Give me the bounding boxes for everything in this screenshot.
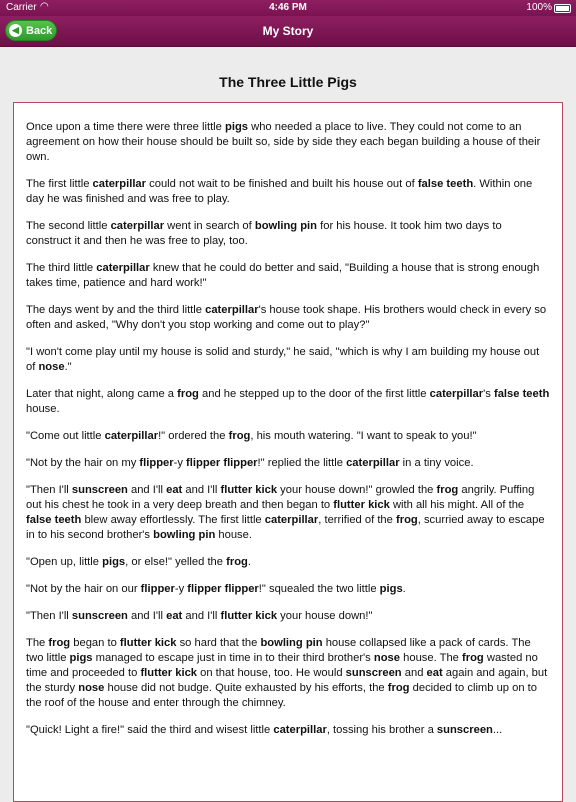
highlighted-word: flipper flipper <box>186 457 258 469</box>
highlighted-word: caterpillar <box>205 304 259 316</box>
story-paragraph <box>26 177 550 207</box>
story-text: -y <box>174 583 188 595</box>
story-text: decided to climb up on to the roof of the house and enter through the chimney. <box>26 682 538 709</box>
story-text: so hard that the <box>176 637 261 649</box>
story-text: . <box>402 583 406 595</box>
story-text: -y <box>173 457 187 469</box>
story-paragraph <box>26 219 550 249</box>
highlighted-word: caterpillar <box>104 430 159 442</box>
highlighted-word: caterpillar <box>92 178 147 190</box>
story-text: knew that he could do better and said, "Building a house that is strong enough takes time, patience and hard work!" <box>26 262 540 289</box>
highlighted-word: false teeth <box>493 388 550 400</box>
story-text: , tossing his brother a <box>326 724 437 736</box>
highlighted-word: sunscreen <box>345 667 402 679</box>
story-title: The Three Little Pigs <box>219 74 357 90</box>
story-paragraph <box>26 723 550 738</box>
highlighted-word: eat <box>166 484 183 496</box>
story-paragraph <box>26 120 550 165</box>
story-paragraph <box>26 456 550 471</box>
story-text: 's <box>483 388 494 400</box>
story-text: "Open up, little <box>26 556 103 568</box>
story-text: went in search of <box>164 220 255 232</box>
highlighted-word: frog <box>436 484 459 496</box>
story-text: The third little <box>26 262 97 274</box>
story-text: and I'll <box>182 610 221 622</box>
story-paragraph <box>26 609 550 624</box>
story-text: "Not by the hair on our <box>26 583 141 595</box>
story-paragraph <box>26 303 550 333</box>
story-text: "Quick! Light a fire!" said the third and wisest little <box>26 724 274 736</box>
highlighted-word: pigs <box>102 556 126 568</box>
highlighted-word: flipper flipper <box>187 583 259 595</box>
highlighted-word: pigs <box>225 121 248 133</box>
highlighted-word: bowling pin <box>260 637 323 649</box>
story-text: house. <box>26 403 60 415</box>
highlighted-word: sunscreen <box>71 484 128 496</box>
status-bar <box>0 0 576 16</box>
story-text: !" squealed the two little <box>258 583 380 595</box>
highlighted-word: pigs <box>379 583 403 595</box>
story-text: and <box>401 667 427 679</box>
story-paragraph <box>26 483 550 543</box>
carrier-label: Carrier <box>6 2 37 13</box>
story-text: . <box>247 556 251 568</box>
story-text: , or else!" yelled the <box>125 556 227 568</box>
highlighted-word: false teeth <box>26 514 82 526</box>
story-paragraph <box>26 387 550 417</box>
highlighted-word: false teeth <box>417 178 474 190</box>
story-text: your house down!" growled the <box>277 484 437 496</box>
highlighted-word: flipper <box>139 457 174 469</box>
highlighted-word: caterpillar <box>273 724 327 736</box>
story-text: , scurried away to escape in to his second brother's <box>26 514 545 541</box>
story-text: "Then I'll <box>26 610 72 622</box>
highlighted-word: eat <box>166 610 183 622</box>
story-paragraph <box>26 582 550 597</box>
story-paragraph <box>26 636 550 711</box>
story-text: and I'll <box>127 484 167 496</box>
story-paragraph <box>26 345 550 375</box>
story-text: blew away effortlessly. The first little <box>81 514 265 526</box>
story-text: managed to escape just in time in to their third brother's <box>92 652 374 664</box>
navigation-bar <box>0 16 576 47</box>
highlighted-word: eat <box>426 667 443 679</box>
highlighted-word: sunscreen <box>436 724 493 736</box>
story-text: in a tiny voice. <box>399 457 474 469</box>
story-text: "Then I'll <box>26 484 72 496</box>
story-text: wasted no time and proceeded to <box>26 652 538 679</box>
highlighted-word: flutter kick <box>220 484 278 496</box>
status-time: 4:46 PM <box>269 2 307 13</box>
page-title: My Story <box>262 24 314 38</box>
highlighted-word: frog <box>177 388 199 400</box>
wifi-icon: ◠ <box>40 1 49 12</box>
battery-icon <box>554 4 571 13</box>
story-text: "Not by the hair on my <box>26 457 140 469</box>
story-text: and he stepped up to the door of the first little <box>198 388 430 400</box>
back-button-label: Back <box>26 24 53 37</box>
story-text: house did not budge. Quite exhausted by his efforts, the <box>104 682 388 694</box>
story-text: could not wait to be finished and built his house out of <box>146 178 418 190</box>
story-text: and I'll <box>182 484 221 496</box>
story-text: !" ordered the <box>158 430 229 442</box>
story-text: house. <box>215 529 252 541</box>
story-text: house collapsed like a pack of cards. The two little <box>26 637 531 664</box>
highlighted-word: frog <box>462 652 484 664</box>
story-text: The first little <box>26 178 93 190</box>
story-paragraph <box>26 555 550 570</box>
highlighted-word: frog <box>395 514 418 526</box>
story-text: The second little <box>26 220 111 232</box>
story-text: Later that night, along came a <box>26 388 178 400</box>
highlighted-word: sunscreen <box>71 610 128 622</box>
highlighted-word: flutter kick <box>119 637 177 649</box>
story-text: ." <box>64 361 72 373</box>
highlighted-word: flutter kick <box>333 499 390 511</box>
highlighted-word: bowling pin <box>153 529 216 541</box>
story-text: Once upon a time there were three little <box>26 121 225 133</box>
highlighted-word: frog <box>387 682 410 694</box>
highlighted-word: frog <box>48 637 71 649</box>
story-text: "I won't come play until my house is solid and sturdy," he said, "which is why I am building my house out of <box>26 346 540 373</box>
story-text: for his house. It took him two days to construct it and then he was free to play, too. <box>26 220 502 247</box>
story-text: your house down!" <box>277 610 373 622</box>
story-text-panel[interactable] <box>13 102 563 802</box>
back-arrow-icon: ◀ <box>9 24 22 37</box>
story-text: angrily. Puffing out his chest he took in a very deep breath and then began to <box>26 484 535 511</box>
highlighted-word: frog <box>226 556 248 568</box>
highlighted-word: nose <box>78 682 105 694</box>
highlighted-word: caterpillar <box>264 514 319 526</box>
highlighted-word: flutter kick <box>140 667 198 679</box>
highlighted-word: bowling pin <box>254 220 317 232</box>
highlighted-word: pigs <box>69 652 93 664</box>
highlighted-word: caterpillar <box>96 262 150 274</box>
story-text: ... <box>492 724 503 736</box>
battery-percentage: 100% <box>526 2 552 13</box>
story-text: with all his might. All of the <box>389 499 525 511</box>
story-text: , his mouth watering. "I want to speak to you!" <box>250 430 477 442</box>
highlighted-word: caterpillar <box>346 457 400 469</box>
highlighted-word: caterpillar <box>429 388 484 400</box>
story-text: The <box>26 637 49 649</box>
story-text: began to <box>70 637 120 649</box>
story-paragraph <box>26 429 550 444</box>
story-text: house. The <box>400 652 463 664</box>
story-text: and I'll <box>127 610 167 622</box>
story-paragraph <box>26 261 550 291</box>
highlighted-word: nose <box>38 361 65 373</box>
highlighted-word: nose <box>373 652 401 664</box>
highlighted-word: frog <box>228 430 251 442</box>
story-text: The days went by and the third little <box>26 304 206 316</box>
story-text: . Within one day he was finished and was free to play. <box>26 178 533 205</box>
story-text: 's house took shape. His brothers would check in every so often and asked, "Why don't you stop working and come out to play?" <box>26 304 547 331</box>
highlighted-word: flipper <box>140 583 175 595</box>
story-text: "Come out little <box>26 430 105 442</box>
highlighted-word: caterpillar <box>110 220 165 232</box>
story-text: , terrified of the <box>318 514 396 526</box>
story-text: again and again, but the sturdy <box>26 667 548 694</box>
highlighted-word: flutter kick <box>220 610 278 622</box>
story-text: who needed a place to live. They could not come to an agreement on how their house should be built so, side by side they each began building a house of their own. <box>26 121 541 163</box>
story-text: on that house, too. He would <box>197 667 346 679</box>
story-text: !" replied the little <box>257 457 347 469</box>
